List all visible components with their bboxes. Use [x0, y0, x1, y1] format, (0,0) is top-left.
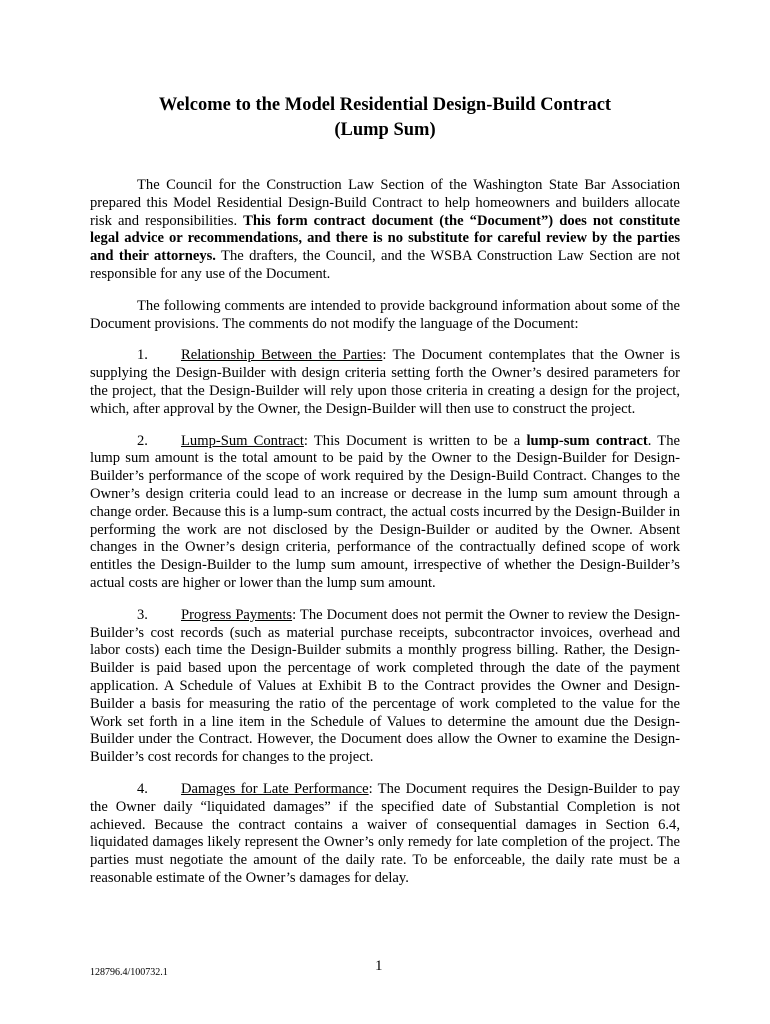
intro-text-2: The drafters, the Council, and the WSBA Construction Law Section are not responsible for any use of the Document.: [90, 248, 680, 282]
title-line-1: Welcome to the Model Residential Design-Build Contract: [158, 95, 612, 115]
item-3-heading: Progress Payments: [181, 606, 293, 623]
item-3: [90, 607, 680, 767]
item-4-text: : The Document requires the Design-Builder to pay the Owner daily “liquidated damages” if the specified date of Substantial Completion is not achieved. Because the contract contains a waiver of consequential damages in Section 6.4, liquidated damages likely represent the Owner’s only remedy for late completion of the project. The parties must negotiate the amount of the daily rate. To be enforceable, the daily rate must be a reasonable estimate of the Owner’s damages for delay.: [90, 780, 680, 886]
item-2: [90, 433, 680, 593]
item-1: [90, 347, 680, 418]
footer-doc-id: 128796.4/100732.1: [90, 967, 168, 978]
item-1-heading: Relationship Between the Parties: [181, 347, 383, 364]
item-2-bold: lump-sum contract: [526, 432, 648, 449]
item-3-number: 3.: [137, 606, 148, 623]
footer-page-number: 1: [375, 958, 383, 974]
item-2-text-b: . The lump sum amount is the total amount to be paid by the Owner to the Design-Builder for Design-Builder’s performance of the scope of work required by the Design-Build Contract. Changes to the Owner’s design criteria could lead to an increase or decrease in the lump sum amount through a change order. Because this is a lump-sum contract, the actual costs incurred by the Design-Builder in performing the work are not disclosed by the Design-Builder or audited by the Owner. Absent changes in the Owner’s design criteria, performance of the contractually defined scope of work entitles the Design-Builder to the lump sum amount, irrespective of whether the Design-Builder’s actual costs are higher or lower than the lump sum amount.: [90, 432, 680, 591]
item-2-heading: Lump-Sum Contract: [181, 432, 304, 449]
item-4-number: 4.: [137, 780, 148, 797]
item-2-number: 2.: [137, 432, 148, 449]
item-1-text: : The Document contemplates that the Owner is supplying the Design-Builder with design criteria setting forth the Owner’s desired parameters for the project, that the Design-Builder will rely upon those criteria in creating a design for the project, which, after approval by the Owner, the Design-Builder will then use to construct the project.: [90, 347, 680, 417]
document-page: [90, 93, 680, 888]
intro-disclaimer: This form contract document (the “Document”) does not constitute legal advice or recommendations, and there is no substitute for careful review by the parties and their attorneys.: [90, 212, 680, 265]
item-3-text: : The Document does not permit the Owner to review the Design-Builder’s cost records (such as material purchase receipts, subcontractor invoices, overhead and labor costs) each time the Design-Builder submits a monthly progress billing. Rather, the Design-Builder is paid based upon the percentage of work completed through the date of the payment application. A Schedule of Values at Exhibit B to the Contract provides the Owner and Design-Builder a basis for measuring the ratio of the percentage of work completed to the value for the Work set forth in a line item in the Schedule of Values to determine the amount due the Design-Builder under the Contract. However, the Document does allow the Owner to examine the Design-Builder’s cost records for changes to the project.: [90, 606, 681, 766]
item-1-number: 1.: [137, 347, 148, 364]
title-line-2: (Lump Sum): [334, 120, 436, 140]
intro-text-1: The Council for the Construction Law Section of the Washington State Bar Association prepared this Model Residential Design-Build Contract to help homeowners and builders allocate risk and responsibilities.: [90, 177, 680, 229]
document-title: [90, 93, 680, 143]
item-2-text-a: : This Document is written to be a: [303, 432, 527, 449]
intro-paragraph: [90, 177, 680, 284]
item-4-heading: Damages for Late Performance: [181, 780, 369, 797]
item-4: [90, 781, 680, 888]
preface-paragraph: The following comments are intended to provide background information about some of the Document provisions. The comments do not modify the language of the Document:: [90, 297, 680, 332]
